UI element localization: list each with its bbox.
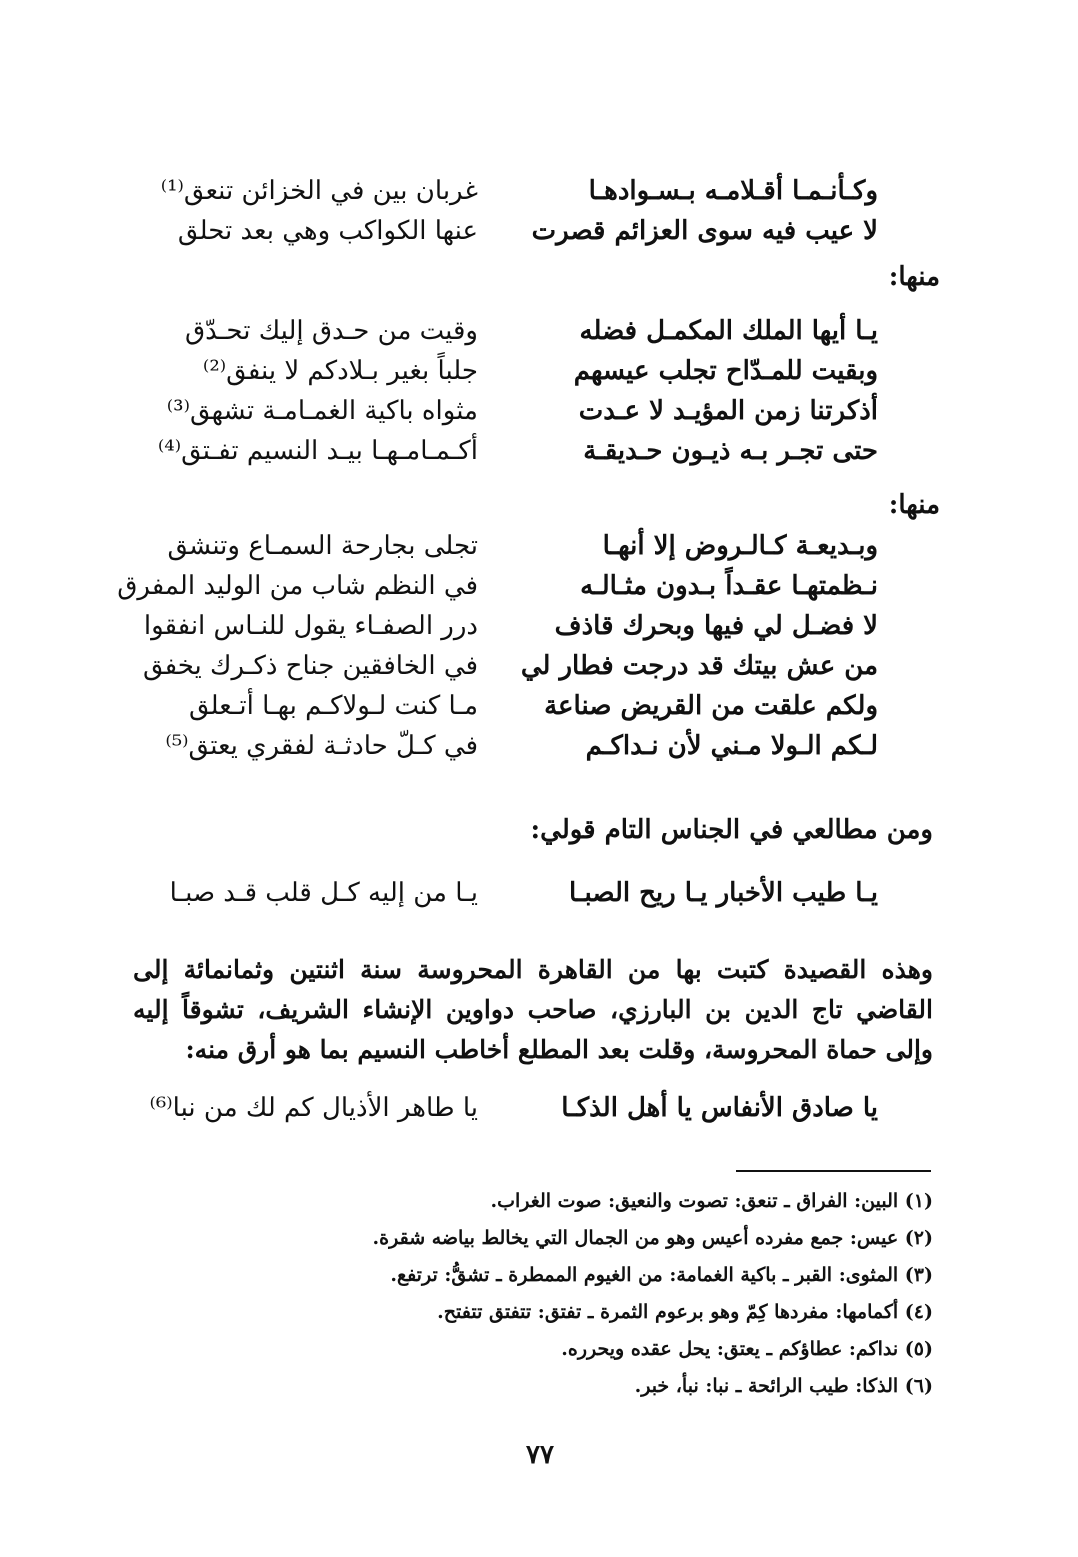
footnote: (٦) الذكا: طيب الرائحة ـ نبا: نبأ، خبر. bbox=[634, 1375, 933, 1397]
verse-hemistich-second: تجلى بجارحة السمـاع وتنشق bbox=[167, 531, 478, 561]
footnote: (١) البين: الفراق ـ تنعق: تصوت والنعيق: صوت الغراب. bbox=[490, 1190, 933, 1212]
verse-hemistich-second: في كـلّ حادثـة لفقري يعتق⁽⁵⁾ bbox=[165, 731, 478, 761]
verse-hemistich-first: وبـديعـة كـالـروض إلا أنهـا bbox=[602, 531, 878, 561]
verse-hemistich-second: درر الصفـاء يقول للنـاس انفقوا bbox=[143, 611, 478, 641]
verse-hemistich-first: من عش بيتك قد درجت فطار لي bbox=[520, 651, 878, 681]
verse-hemistich-second: عنها الكواكب وهي بعد تحلق bbox=[177, 216, 478, 246]
verse-hemistich-first: أذكرتنا زمن المؤيـد لا عـدت bbox=[578, 396, 878, 426]
intro-line: ومن مطالعي في الجناس التام قولي: bbox=[530, 815, 933, 845]
verse-hemistich-second: في الخافقين جناح ذكـرك يخفق bbox=[142, 651, 478, 681]
verse-hemistich-first: يـا أيها الملك المكمـل فضله bbox=[579, 316, 878, 346]
verse-hemistich-second: غربان بين في الخزائن تنعق⁽¹⁾ bbox=[160, 176, 478, 206]
footnote: (٢) عيس: جمع مفرده أعيس وهو من الجمال التي يخالط بياضه شقرة. bbox=[372, 1227, 933, 1249]
verse-hemistich-second: يا طاهر الأذيال كم لك من نبا⁽⁶⁾ bbox=[149, 1093, 478, 1123]
verse-hemistich-first: يـا طيب الأخبار يـا ريح الصبـا bbox=[569, 878, 878, 908]
verse-hemistich-first: ولكم علقت من القريض صناعة bbox=[544, 691, 878, 721]
verse-hemistich-first: وبقيت للمـدّاح تجلب عيسهم bbox=[573, 356, 878, 386]
verse-hemistich-second: أكـمـامـهـا بيـد النسيم تفـتق⁽⁴⁾ bbox=[157, 436, 478, 466]
verse-hemistich-second: جلباً بغير بـلادكم لا ينفق⁽²⁾ bbox=[202, 356, 478, 386]
verse-hemistich-first: وكـأنـمـا أقـلامـه بـسـوادهـا bbox=[588, 176, 878, 206]
verse-hemistich-first: يا صادق الأنفاس يا أهل الذكـا bbox=[561, 1093, 878, 1123]
page-number: ٧٧ bbox=[526, 1440, 554, 1470]
verse-hemistich-first: لا فضـل لي فيها وبحرك قاذف bbox=[554, 611, 878, 641]
verse-hemistich-first: حتى تجـر بـه ذيـون حـديقـة bbox=[583, 436, 878, 466]
verse-hemistich-second: وقيت من حـدق إليك تحـدّق bbox=[184, 316, 478, 346]
verse-hemistich-second: مـا كنت لـولاكـم بهـا أتـعلق bbox=[188, 691, 478, 721]
verse-hemistich-first: لا عيب فيه سوى العزائم قصرت bbox=[531, 216, 878, 246]
footnote: (٤) أكمامها: مفردها كِمّ وهو برعوم الثمرة ـ تفتق: تتفتق تتفتح. bbox=[437, 1301, 933, 1323]
footnote-separator bbox=[736, 1170, 931, 1172]
prose-paragraph: وهذه القصيدة كتبت بها من القاهرة المحروسة سنة اثنتين وثمانمائة إلى القاضي تاج الدين بن البارزي، صاحب دواوين الإنشاء الشريف، تشوقاً إليه وإلى حماة المحروسة، وقلت بعد المطلع أخاطب النسيم بما هو أرق منه: bbox=[133, 955, 933, 1064]
footnote: (٥) نداكم: عطاؤكم ـ يعتق: يحل عقده ويحرره. bbox=[561, 1338, 933, 1360]
section-label: منها: bbox=[888, 490, 940, 520]
verse-hemistich-second: مثواه باكية الغمـامـة تشهق⁽³⁾ bbox=[166, 396, 478, 426]
verse-hemistich-first: نـظمتهـا عقـداً بـدون مثـالـه bbox=[580, 571, 878, 601]
verse-hemistich-second: في النظم شاب من الوليد المفرق bbox=[117, 571, 478, 601]
verse-hemistich-second: يـا من إليه كـل قلب قـد صبـا bbox=[169, 878, 478, 908]
footnote: (٣) المثوى: القبر ـ باكية الغمامة: من الغيوم الممطرة ـ تشقُّ: ترتفع. bbox=[390, 1264, 933, 1286]
verse-hemistich-first: لـكم الـولا مـني لأن نـداكـم bbox=[585, 731, 878, 761]
section-label: منها: bbox=[888, 262, 940, 292]
